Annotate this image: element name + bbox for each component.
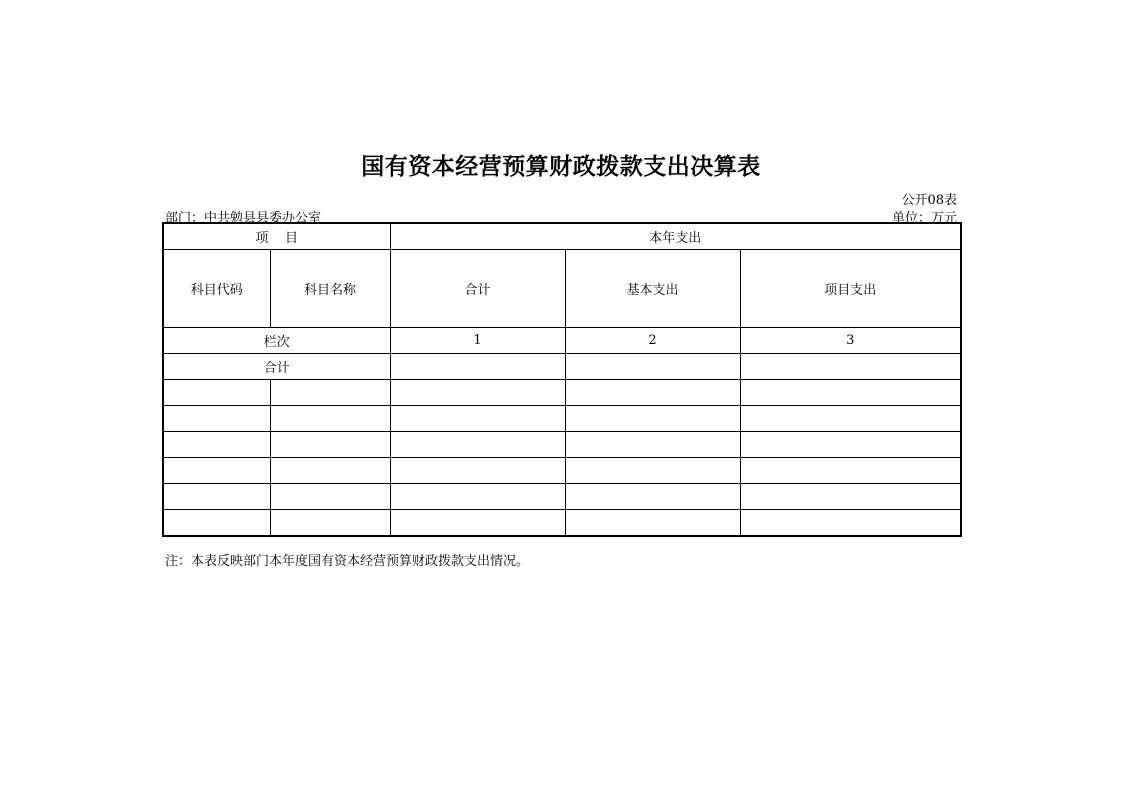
cell-subject-code bbox=[163, 406, 270, 432]
total-row-sum bbox=[390, 354, 565, 380]
cell-subject-name bbox=[270, 458, 390, 484]
cell-basic bbox=[565, 380, 740, 406]
header-row-2 bbox=[163, 250, 961, 328]
cell-subject-name bbox=[270, 406, 390, 432]
unit-label: 单位：万元 bbox=[891, 211, 957, 226]
cell-subject-name bbox=[270, 380, 390, 406]
table-row bbox=[163, 432, 961, 458]
table-row bbox=[163, 510, 961, 537]
cell-project bbox=[740, 458, 961, 484]
cell-project bbox=[740, 406, 961, 432]
cell-basic bbox=[565, 458, 740, 484]
table-row bbox=[163, 406, 961, 432]
table-row bbox=[163, 380, 961, 406]
col-subject-code: 科目代码 bbox=[163, 250, 270, 328]
cell-project bbox=[740, 380, 961, 406]
cell-basic bbox=[565, 406, 740, 432]
department-label: 部门：中共勉县县委办公室 bbox=[165, 211, 322, 226]
cell-total bbox=[390, 510, 565, 537]
cell-subject-code bbox=[163, 510, 270, 537]
total-row bbox=[163, 354, 961, 380]
cell-project bbox=[740, 432, 961, 458]
column-index-1: 1 bbox=[390, 328, 565, 354]
header-year-expense: 本年支出 bbox=[390, 223, 961, 250]
footnote: 注：本表反映部门本年度国有资本经营预算财政拨款支出情况。 bbox=[165, 554, 530, 569]
column-index-row bbox=[163, 328, 961, 354]
cell-total bbox=[390, 458, 565, 484]
cell-subject-name bbox=[270, 510, 390, 537]
total-row-basic bbox=[565, 354, 740, 380]
cell-subject-name bbox=[270, 484, 390, 510]
cell-total bbox=[390, 484, 565, 510]
header-item: 项 目 bbox=[163, 223, 390, 250]
cell-total bbox=[390, 406, 565, 432]
total-row-project bbox=[740, 354, 961, 380]
cell-total bbox=[390, 380, 565, 406]
cell-subject-code bbox=[163, 458, 270, 484]
cell-subject-name bbox=[270, 432, 390, 458]
cell-subject-code bbox=[163, 432, 270, 458]
cell-subject-code bbox=[163, 380, 270, 406]
table-row bbox=[163, 458, 961, 484]
col-project-expense: 项目支出 bbox=[740, 250, 961, 328]
col-total: 合计 bbox=[390, 250, 565, 328]
cell-basic bbox=[565, 432, 740, 458]
column-index-2: 2 bbox=[565, 328, 740, 354]
form-code: 公开08表 bbox=[901, 193, 957, 208]
cell-basic bbox=[565, 510, 740, 537]
col-basic-expense: 基本支出 bbox=[565, 250, 740, 328]
cell-subject-code bbox=[163, 484, 270, 510]
cell-project bbox=[740, 510, 961, 537]
page-title: 国有资本经营预算财政拨款支出决算表 bbox=[361, 153, 761, 180]
header-row-1 bbox=[163, 223, 961, 250]
total-row-label: 合计 bbox=[163, 354, 390, 380]
cell-basic bbox=[565, 484, 740, 510]
column-index-3: 3 bbox=[740, 328, 961, 354]
budget-table bbox=[162, 222, 962, 537]
table-row bbox=[163, 484, 961, 510]
cell-project bbox=[740, 484, 961, 510]
col-subject-name: 科目名称 bbox=[270, 250, 390, 328]
cell-total bbox=[390, 432, 565, 458]
column-index-label: 栏次 bbox=[163, 328, 390, 354]
